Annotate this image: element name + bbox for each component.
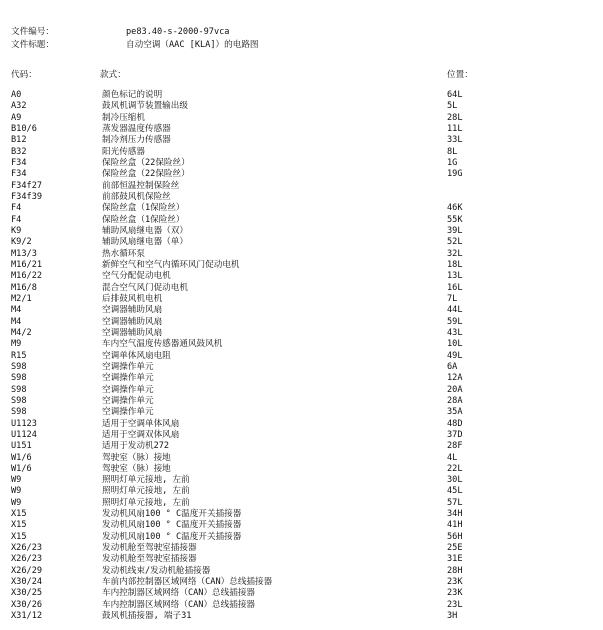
list-item [0,169,603,180]
document-number-label: 文件编号： [11,27,54,37]
component-code: S98 [11,373,27,384]
component-description: 鼓风机调节装置输出级 [102,101,188,112]
list-item [0,305,603,316]
component-position: 10L [447,339,463,350]
list-item [0,328,603,339]
component-description: 适用于空调单体风扇 [102,418,180,429]
component-position: 28L [447,112,463,123]
list-item [0,385,603,396]
component-position: 6A [447,361,458,372]
component-code: M16/8 [11,282,37,293]
list-item [0,441,603,452]
component-position: 35A [447,407,463,418]
list-item [0,419,603,430]
component-position: 12A [447,373,463,384]
component-description: 发动机舱至驾驶室插接器 [102,543,197,554]
component-code: B10/6 [11,123,37,134]
component-position: 48D [447,418,463,429]
component-position: 3H [447,611,458,622]
component-position: 28H [447,565,463,576]
component-description: 颜色标记的说明 [102,90,163,100]
component-position: 30L [447,475,463,486]
component-description: 适用于发动机272 [102,441,170,452]
component-position: 52L [447,237,463,248]
component-description: 保险丝盒（22保险丝） [102,157,190,168]
document-title-value: 自动空调（AAC [KLA]）的电路图 [126,40,259,50]
document-title-label: 文件标题： [11,40,54,50]
component-description: 保险丝盒（22保险丝） [102,169,190,180]
component-description: 发动机舱至驾驶室插接器 [102,554,197,565]
component-position: 55K [447,214,463,225]
document-number-value: pe83.40-s-2000-97vca [126,27,230,37]
list-item [0,611,603,622]
component-position: 34H [447,509,463,520]
component-code: M2/1 [11,293,32,304]
component-position: 23K [447,577,463,588]
column-header-position: 位置： [447,70,473,80]
component-description: 空调单体风扇电阻 [102,350,171,361]
list-item [0,124,603,135]
component-description: 驾驶室（脉）接地 [102,463,171,474]
component-position: 43L [447,327,463,338]
component-position: 28A [447,395,463,406]
component-code: S98 [11,361,27,372]
component-position: 44L [447,305,463,316]
list-item [0,554,603,565]
list-item [0,486,603,497]
list-item [0,260,603,271]
component-position: 19G [447,169,463,180]
component-code: M16/21 [11,259,43,270]
component-code: X26/23 [11,543,43,554]
component-position: 4L [447,452,458,463]
component-position: 57L [447,497,463,508]
list-item [0,577,603,588]
component-position: 1G [447,157,458,168]
component-position: 46K [447,203,463,214]
component-description: 空调操作单元 [102,384,154,395]
component-code: U151 [11,441,32,452]
component-code: X30/26 [11,599,43,610]
component-position: 23L [447,599,463,610]
list-item [0,351,603,362]
component-code: M4 [11,305,22,316]
component-description: 蒸发器温度传感器 [102,123,171,134]
list-item [0,532,603,543]
component-description: 辅助风扇继电器（双） [102,225,188,236]
component-description: 混合空气风门促动电机 [102,282,188,293]
list-item [0,215,603,226]
list-item [0,90,603,101]
component-code: B32 [11,146,27,157]
component-description: 驾驶室（脉）接地 [102,452,171,463]
component-code: X15 [11,531,27,542]
component-position: 59L [447,316,463,327]
component-description: 空调操作单元 [102,361,154,372]
component-code: X31/12 [11,611,43,622]
component-code: S98 [11,395,27,406]
list-item [0,588,603,599]
component-code: F34 [11,157,27,168]
list-item [0,475,603,486]
list-item [0,509,603,520]
list-item [0,101,603,112]
component-code: X30/25 [11,588,43,599]
component-description: 辅助风扇继电器（单） [102,237,188,248]
component-position: 37D [447,429,463,440]
component-description: 适用于空调双体风扇 [102,429,180,440]
component-position: 20A [447,384,463,395]
list-item [0,147,603,158]
component-code: K9 [11,225,22,236]
component-position: 64L [447,90,463,100]
component-code: W9 [11,486,22,497]
component-code: W1/6 [11,463,32,474]
component-description: 照明灯单元接地, 左前 [102,497,190,508]
component-description: 保险丝盒（1保险丝） [102,203,185,214]
component-code: B12 [11,135,27,146]
list-item [0,135,603,146]
component-description: 发动机风扇100 ° C温度开关插接器 [102,509,242,520]
component-description: 车内控制器区域网络（CAN）总线插接器 [102,599,256,610]
component-code: M9 [11,339,22,350]
component-description: 前部鼓风机保险丝 [102,191,171,202]
component-description: 空气分配促动电机 [102,271,171,282]
component-description: 后排鼓风机电机 [102,293,163,304]
component-code: F34f39 [11,191,43,202]
component-position: 41H [447,520,463,531]
list-item [0,294,603,305]
list-item [0,271,603,282]
component-code: M13/3 [11,248,37,259]
component-description: 制冷压缩机 [102,112,145,123]
component-code: W9 [11,497,22,508]
list-item [0,237,603,248]
component-description: 空调操作单元 [102,395,154,406]
component-position: 23K [447,588,463,599]
component-code: F34f27 [11,180,43,191]
component-description: 空调器辅助风扇 [102,327,163,338]
list-item [0,283,603,294]
list-item [0,158,603,169]
component-list [0,90,603,622]
component-position: 32L [447,248,463,259]
component-position: 18L [447,259,463,270]
list-item [0,498,603,509]
component-code: X26/29 [11,565,43,576]
component-description: 热水循环泵 [102,248,145,259]
component-code: W1/6 [11,452,32,463]
component-code: M16/22 [11,271,43,282]
component-code: S98 [11,407,27,418]
list-item [0,396,603,407]
list-item [0,192,603,203]
component-description: 制冷剂压力传感器 [102,135,171,146]
component-description: 鼓风机插接器, 端子31 [102,611,192,622]
component-position: 49L [447,350,463,361]
component-position: 7L [447,293,458,304]
list-item [0,373,603,384]
component-description: 前部恒温控制保险丝 [102,180,180,191]
list-item [0,181,603,192]
component-code: X15 [11,520,27,531]
component-code: F34 [11,169,27,180]
component-code: U1123 [11,418,37,429]
list-item [0,543,603,554]
list-item [0,249,603,260]
component-code: K9/2 [11,237,32,248]
component-description: 发动机线束/发动机舱插接器 [102,565,211,576]
component-position: 13L [447,271,463,282]
component-position: 16L [447,282,463,293]
component-position: 8L [447,146,458,157]
component-code: F4 [11,203,22,214]
component-description: 照明灯单元接地, 左前 [102,475,190,486]
component-position: 5L [447,101,458,112]
component-description: 阳光传感器 [102,146,145,157]
component-description: 空调操作单元 [102,407,154,418]
list-item [0,520,603,531]
component-code: A32 [11,101,27,112]
component-position: 45L [447,486,463,497]
component-position: 28F [447,441,463,452]
component-description: 新鲜空气和空气内循环风门促动电机 [102,259,240,270]
component-code: X26/23 [11,554,43,565]
component-code: U1124 [11,429,37,440]
list-item [0,566,603,577]
component-code: A9 [11,112,22,123]
component-code: S98 [11,384,27,395]
component-code: A0 [11,90,22,100]
component-description: 车内控制器区域网络（CAN）总线插接器 [102,588,256,599]
component-position: 31E [447,554,463,565]
component-code: W9 [11,475,22,486]
list-item [0,453,603,464]
component-description: 车前内部控制器区域网络（CAN）总线插接器 [102,577,273,588]
component-description: 空调器辅助风扇 [102,305,163,316]
list-item [0,430,603,441]
component-description: 发动机风扇100 ° C温度开关插接器 [102,531,242,542]
component-description: 空调器辅助风扇 [102,316,163,327]
component-code: X15 [11,509,27,520]
component-code: X30/24 [11,577,43,588]
component-description: 车内空气温度传感器通风鼓风机 [102,339,223,350]
list-item [0,113,603,124]
list-item [0,203,603,214]
component-position: 11L [447,123,463,134]
component-position: 33L [447,135,463,146]
list-item [0,600,603,611]
column-header-description: 款式： [100,70,126,80]
component-code: R15 [11,350,27,361]
component-description: 发动机风扇100 ° C温度开关插接器 [102,520,242,531]
list-item [0,464,603,475]
component-position: 39L [447,225,463,236]
list-item [0,339,603,350]
component-description: 空调操作单元 [102,373,154,384]
column-header-code: 代码： [11,70,37,80]
list-item [0,407,603,418]
list-item [0,317,603,328]
component-position: 22L [447,463,463,474]
component-code: F4 [11,214,22,225]
list-item [0,226,603,237]
component-position: 25E [447,543,463,554]
component-code: M4/2 [11,327,32,338]
component-position: 56H [447,531,463,542]
component-description: 照明灯单元接地, 左前 [102,486,190,497]
component-description: 保险丝盒（1保险丝） [102,214,185,225]
component-code: M4 [11,316,22,327]
list-item [0,362,603,373]
